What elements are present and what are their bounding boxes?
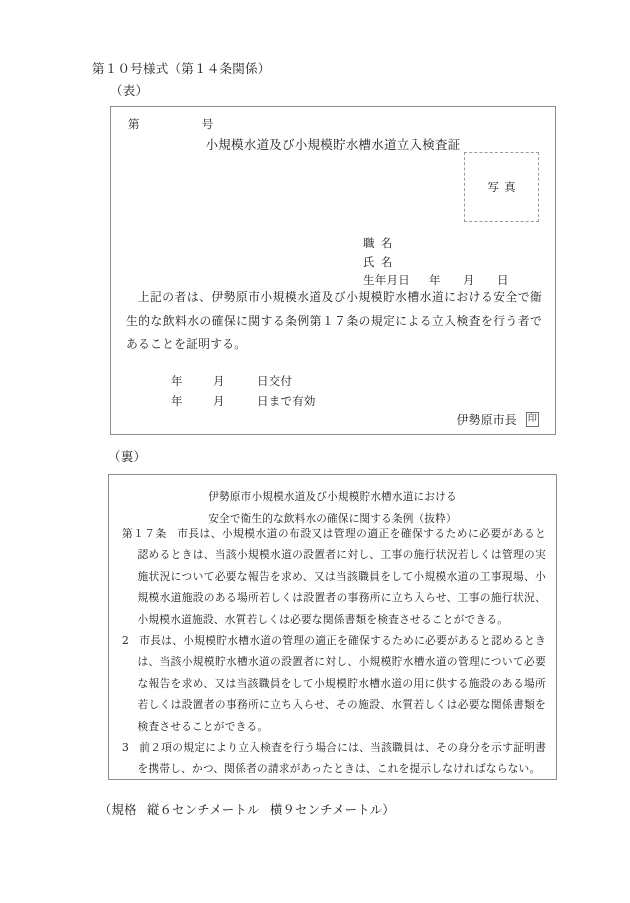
ordinance-articles xyxy=(122,523,546,780)
expiry-year-unit: 年 xyxy=(171,393,183,408)
certificate-front-card xyxy=(110,106,556,435)
article-body: 市長は、小規模水道の布設又は管理の適正を確保するために必要があると認めるときは、当該小規模水道の設置者に対し、工事の施行状況若しくは管理の実施状況について必要な報告を求め、又は当該職員をして小規模水道の工事現場、小規模水道施設のある場所若しくは設置者の事務所に立ち入らせ、工事の施行状況、小規模水道施設、水質若しくは必要な関係書類を検査させることができる。 xyxy=(137,527,546,626)
birth-month-unit: 月 xyxy=(463,273,475,288)
size-spec-note xyxy=(99,800,395,818)
back-side-label: （裏） xyxy=(108,449,147,464)
name-field-row xyxy=(363,253,531,272)
certification-statement: 上記の者は、伊勢原市小規模水道及び小規模貯水槽水道における安全で衛生的な飲料水の確保に関する条例第１７条の規定による立入検査を行う者であることを証明する。 xyxy=(126,290,542,352)
expiry-day-label: 日まで有効 xyxy=(257,393,316,408)
spec-note-width: 横９センチメートル） xyxy=(269,803,395,817)
article-body: 前２項の規定により立入検査を行う場合には、当該職員は、その身分を示す証明書を携帯し、かつ、関係者の請求があったときは、これを提示しなければならない。 xyxy=(137,741,546,776)
post-field-row xyxy=(363,234,531,253)
ordinance-heading-line-1: 伊勢原市小規模水道及び小規模貯水槽水道における xyxy=(208,491,457,503)
issuer-signature-line xyxy=(457,411,539,428)
issue-day-label: 日交付 xyxy=(257,374,293,388)
certificate-back-card xyxy=(108,474,557,780)
expiry-month-unit: 月 xyxy=(213,393,225,408)
article-number: 第１７条 xyxy=(122,527,167,540)
article-number: 2 xyxy=(122,634,130,648)
serial-number-row xyxy=(128,116,213,132)
birthdate-label: 生年月日 xyxy=(363,273,410,288)
seal-stamp-icon: 印 xyxy=(526,412,539,427)
validity-dates xyxy=(171,372,316,412)
form-number-heading: 第１０号様式（第１４条関係） xyxy=(92,61,271,76)
issue-month-unit: 月 xyxy=(213,374,225,388)
issue-date-row xyxy=(171,372,316,392)
name-label: 氏名 xyxy=(363,254,399,269)
birth-year-unit: 年 xyxy=(429,273,441,288)
ordinance-heading-line-2: 安全で衛生的な飲料水の確保に関する条例（抜粋） xyxy=(208,512,457,525)
serial-suffix-label: 号 xyxy=(201,117,214,131)
issue-year-unit: 年 xyxy=(171,374,183,388)
article-number: 3 xyxy=(122,741,130,755)
photo-placeholder-label: 写真 xyxy=(487,180,521,194)
certificate-title: 小規模水道及び小規模貯水槽水道立入検査証 xyxy=(205,137,461,152)
photo-placeholder-box xyxy=(464,152,539,222)
article-item xyxy=(122,523,546,630)
front-side-label: （表） xyxy=(110,83,149,98)
holder-fields xyxy=(363,234,531,290)
spec-note-prefix: （規格 xyxy=(99,803,137,817)
issuer-title: 伊勢原市長 xyxy=(456,413,517,427)
article-item xyxy=(122,737,546,780)
serial-prefix-label: 第 xyxy=(128,117,140,131)
birth-day-unit: 日 xyxy=(497,273,509,288)
expiry-date-row xyxy=(171,392,316,412)
post-label: 職名 xyxy=(363,236,399,250)
spec-note-height: 縦６センチメートル xyxy=(147,803,260,817)
article-body: 市長は、小規模貯水槽水道の管理の適正を確保するために必要があると認めるときは、当該小規模貯水槽水道の設置者に対し、小規模貯水槽水道の管理について必要な報告を求め、又は当該職員をして小規模貯水槽水道の用に供する施設のある場所若しくは設置者の事務所に立ち入らせ、その施設、水質若しくは必要な関係書類を検査させることができる。 xyxy=(137,634,546,733)
article-item xyxy=(122,630,546,737)
